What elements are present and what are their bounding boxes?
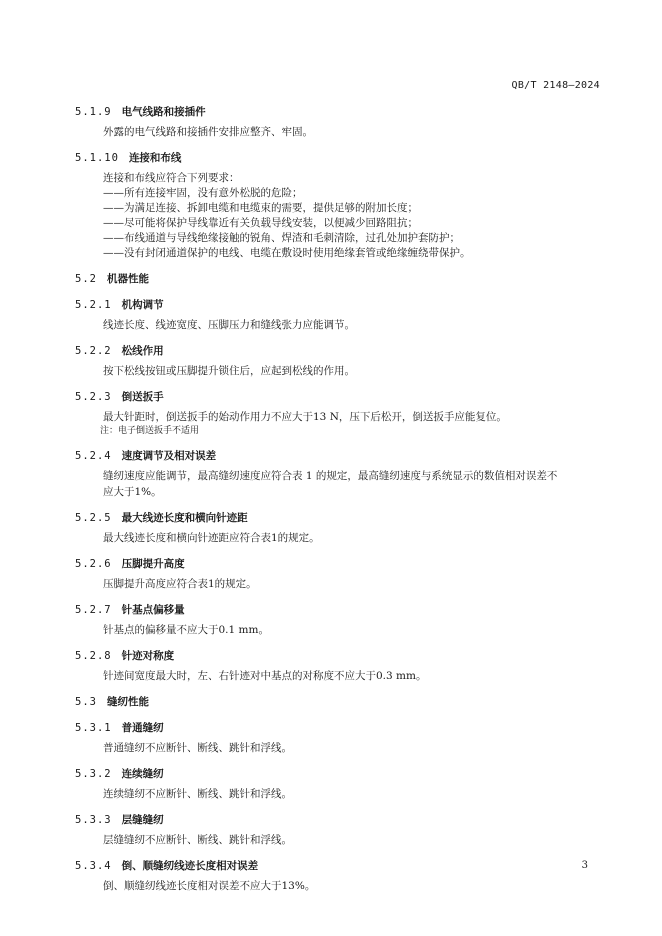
section-title: 机构调节 — [121, 299, 164, 311]
section-text: 线迹长度、线迹宽度、压脚压力和缝线张力应能调节。 — [103, 319, 355, 331]
section-number: 5.2.8 — [75, 650, 112, 662]
section-title: 缝纫性能 — [106, 696, 149, 708]
section-text: 普通缝纫不应断针、断线、跳针和浮线。 — [103, 742, 292, 754]
section-title: 连续缝纫 — [121, 768, 164, 780]
section-title: 倒送扳手 — [121, 391, 164, 403]
standard-code: QB/T 2148—2024 — [511, 80, 600, 91]
section-5-3-1 — [75, 720, 605, 756]
section-text: 压脚提升高度应符合表1的规定。 — [103, 578, 257, 590]
section-heading — [75, 556, 605, 572]
section-heading — [75, 766, 605, 782]
section-title: 倒、顺缝纫线迹长度相对误差 — [121, 860, 259, 872]
section-heading — [75, 510, 605, 526]
list-item: ——没有封闭通道保护的电线、电缆在敷设时使用绝缘套管或绝缘缠绕带保护。 — [103, 247, 471, 259]
list-item: ——尽可能将保护导线靠近有关负载导线安装，以便减少回路阻抗； — [103, 217, 418, 229]
section-text: 针基点的偏移量不应大于0.1 mm。 — [103, 624, 269, 636]
section-5-3-4 — [75, 858, 605, 894]
section-number: 5.2.7 — [75, 604, 112, 616]
section-5-2-6 — [75, 556, 605, 592]
section-heading — [75, 648, 605, 664]
section-title: 电气线路和接插件 — [121, 106, 206, 118]
section-5-3 — [75, 694, 605, 710]
list-item: ——所有连接牢固，没有意外松脱的危险； — [103, 187, 303, 199]
section-number: 5.1.10 — [75, 152, 119, 164]
list-item: ——布线通道与导线绝缘接触的锐角、焊渣和毛刺清除，过孔处加护套防护； — [103, 232, 460, 244]
section-5-1-9 — [75, 104, 605, 140]
section-title: 层缝缝纫 — [121, 814, 164, 826]
section-title: 普通缝纫 — [121, 722, 164, 734]
section-5-1-10 — [75, 150, 605, 261]
section-heading — [75, 389, 605, 405]
section-heading — [75, 812, 605, 828]
section-number: 5.2.5 — [75, 512, 112, 524]
section-heading — [75, 150, 605, 166]
section-number: 5.2.4 — [75, 450, 112, 462]
section-number: 5.3.3 — [75, 814, 112, 826]
section-heading — [75, 720, 605, 736]
list-item: ——为满足连接、拆卸电缆和电缆束的需要，提供足够的附加长度； — [103, 202, 418, 214]
section-heading — [75, 858, 605, 874]
section-text-continued: 应大于1%。 — [103, 486, 162, 498]
section-text: 最大针距时，倒送扳手的始动作用力不应大于13 N，压下后松开，倒送扳手应能复位。 — [103, 411, 507, 423]
section-heading — [75, 104, 605, 120]
section-heading — [75, 448, 605, 464]
page-number: 3 — [581, 860, 588, 871]
section-title: 针迹对称度 — [121, 650, 175, 662]
section-title: 连接和布线 — [128, 152, 182, 164]
section-5-2 — [75, 271, 605, 287]
section-number: 5.2.6 — [75, 558, 112, 570]
section-5-2-3 — [75, 389, 605, 438]
section-heading — [75, 694, 605, 710]
section-text: 连接和布线应符合下列要求： — [103, 172, 240, 184]
section-number: 5.3 — [75, 696, 97, 708]
section-5-2-7 — [75, 602, 605, 638]
section-number: 5.2 — [75, 273, 97, 285]
section-number: 5.2.1 — [75, 299, 112, 311]
section-5-3-3 — [75, 812, 605, 848]
section-heading — [75, 271, 605, 287]
section-title: 机器性能 — [106, 273, 149, 285]
document-body — [75, 104, 605, 904]
section-text: 缝纫速度应能调节，最高缝纫速度应符合表 1 的规定，最高缝纫速度与系统显示的数值相对误差不 — [103, 470, 558, 482]
section-number: 5.1.9 — [75, 106, 112, 118]
section-text: 最大线迹长度和横向针迹距应符合表1的规定。 — [103, 532, 320, 544]
section-title: 松线作用 — [121, 345, 164, 357]
section-text: 外露的电气线路和接插件安排应整齐、牢固。 — [103, 126, 313, 138]
section-text: 按下松线按钮或压脚提升锁住后，应起到松线的作用。 — [103, 365, 355, 377]
section-text: 针迹间宽度最大时，左、右针迹对中基点的对称度不应大于0.3 mm。 — [103, 670, 427, 682]
section-number: 5.3.1 — [75, 722, 112, 734]
section-text: 倒、顺缝纫线迹长度相对误差不应大于13%。 — [103, 880, 316, 892]
section-number: 5.3.4 — [75, 860, 112, 872]
section-5-2-1 — [75, 297, 605, 333]
section-title: 针基点偏移量 — [121, 604, 185, 616]
section-5-2-2 — [75, 343, 605, 379]
section-5-2-8 — [75, 648, 605, 684]
note-text: 注：电子倒送扳手不适用 — [100, 426, 200, 436]
section-title: 速度调节及相对误差 — [121, 450, 217, 462]
section-title: 最大线迹长度和横向针迹距 — [121, 512, 248, 524]
section-heading — [75, 343, 605, 359]
section-heading — [75, 602, 605, 618]
section-text: 连续缝纫不应断针、断线、跳针和浮线。 — [103, 788, 292, 800]
section-number: 5.2.2 — [75, 345, 112, 357]
section-text: 层缝缝纫不应断针、断线、跳针和浮线。 — [103, 834, 292, 846]
section-title: 压脚提升高度 — [121, 558, 185, 570]
section-5-3-2 — [75, 766, 605, 802]
section-5-2-4 — [75, 448, 605, 500]
section-number: 5.2.3 — [75, 391, 112, 403]
section-heading — [75, 297, 605, 313]
section-5-2-5 — [75, 510, 605, 546]
section-number: 5.3.2 — [75, 768, 112, 780]
